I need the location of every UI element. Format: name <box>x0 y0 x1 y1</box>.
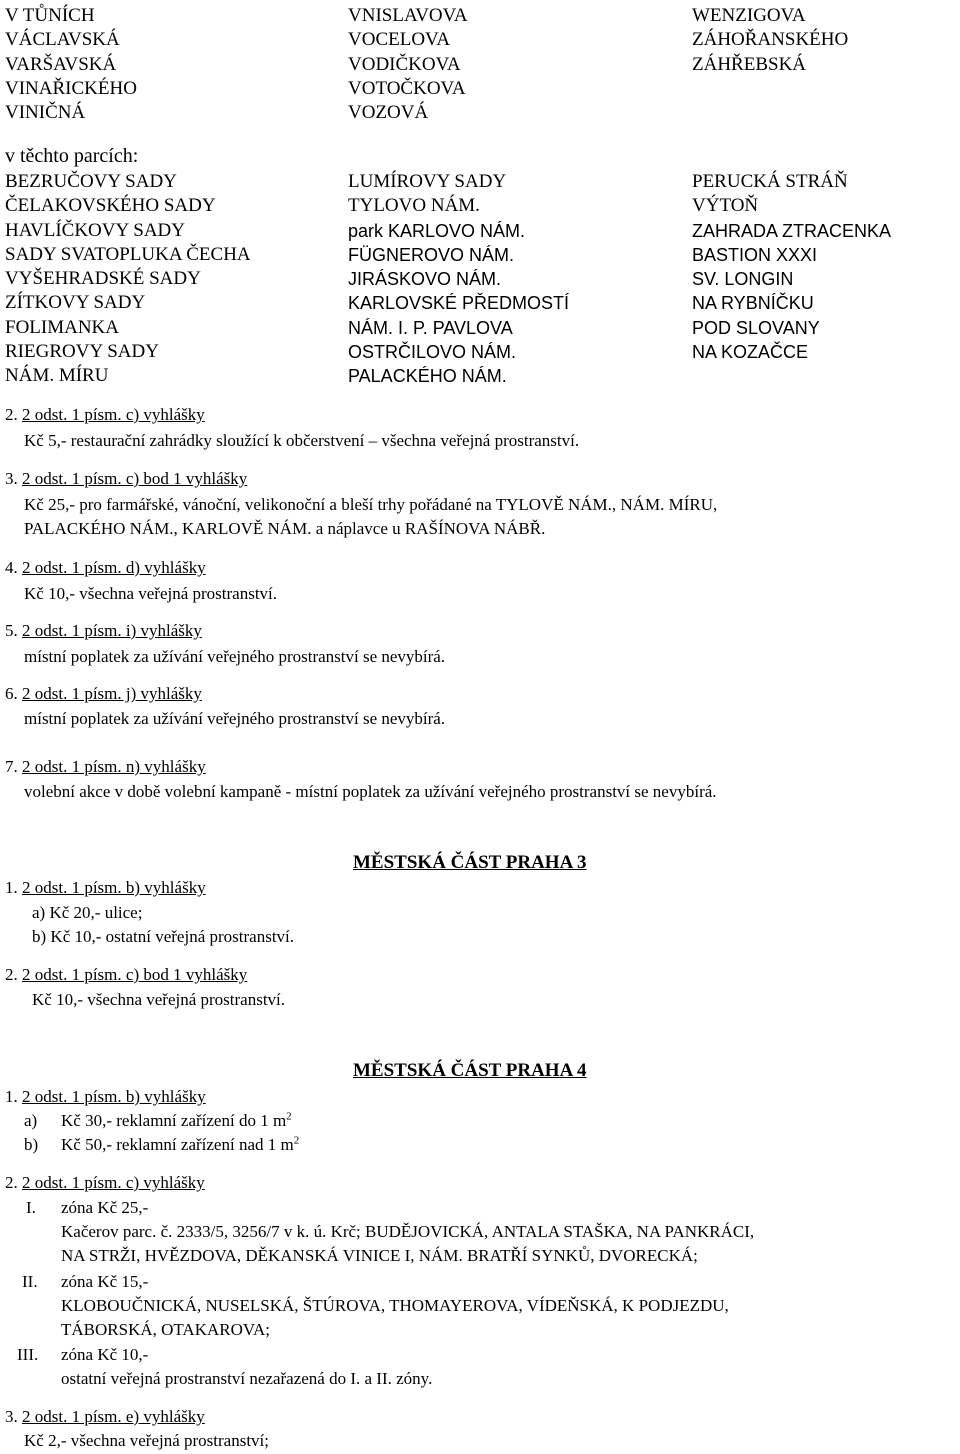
item-number: 4. <box>5 558 18 577</box>
zone-1-title: zóna Kč 25,- <box>61 1198 149 1217</box>
item-number: 6. <box>5 684 18 703</box>
street-name: ZÁHOŘANSKÉHO <box>692 29 849 51</box>
item-7-text: volební akce v době volební kampaně - místní poplatek za užívání veřejného prostranství se nevybírá. <box>24 782 717 801</box>
street-name: VOZOVÁ <box>348 102 429 124</box>
item-6-text: místní poplatek za užívání veřejného prostranství se nevybírá. <box>24 709 446 728</box>
p4-item-1-a <box>61 1109 292 1133</box>
park-list-col2 <box>348 170 569 389</box>
zone-2-line-1: KLOBOUČNICKÁ, NUSELSKÁ, ŠTÚROVA, THOMAYEROVA, VÍDEŇSKÁ, K PODJEZDU, <box>61 1296 729 1315</box>
p4-item-3-text: Kč 2,- všechna veřejná prostranství; <box>24 1431 269 1450</box>
park-name: ČELAKOVSKÉHO SADY <box>5 195 216 217</box>
p3-item-2 <box>5 963 247 987</box>
zone-3-line-1: ostatní veřejná prostranství nezařazená do I. a II. zóny. <box>61 1369 433 1388</box>
street-name: VOCELOVA <box>348 29 451 51</box>
street-name: VODIČKOVA <box>348 53 461 75</box>
item-6 <box>5 682 202 706</box>
park-name: OSTRČILOVO NÁM. <box>348 342 517 363</box>
item-3-text-cont: PALACKÉHO NÁM., KARLOVĚ NÁM. a náplavce u RAŠÍNOVA NÁBŘ. <box>24 519 546 538</box>
park-list-col3 <box>692 170 891 364</box>
park-name: BEZRUČOVY SADY <box>5 171 177 192</box>
park-name: FÜGNEROVO NÁM. <box>348 244 515 265</box>
item-number: 2. <box>5 1173 18 1192</box>
parks-heading: v těchto parcích: <box>5 145 139 167</box>
p3-item-1-a: a) Kč 20,- ulice; <box>32 903 143 922</box>
regulation-reference: 2 odst. 1 písm. b) vyhlášky <box>22 878 206 897</box>
p4-item-3 <box>5 1405 205 1429</box>
park-name: BASTION XXXI <box>692 244 818 265</box>
street-name: VNISLAVOVA <box>348 5 468 26</box>
item-4 <box>5 556 206 580</box>
street-list-col2 <box>348 4 468 125</box>
street-name: VINIČNÁ <box>5 102 86 124</box>
park-name: POD SLOVANY <box>692 317 820 338</box>
regulation-reference: 2 odst. 1 písm. j) vyhlášky <box>22 684 202 703</box>
item-4-text: Kč 10,- všechna veřejná prostranství. <box>24 584 278 603</box>
park-name: KARLOVSKÉ PŘEDMOSTÍ <box>348 293 570 314</box>
street-list-col3 <box>692 4 848 77</box>
p4-item-1 <box>5 1085 206 1109</box>
item-3 <box>5 467 247 491</box>
p3-item-2-text: Kč 10,- všechna veřejná prostranství. <box>32 990 286 1009</box>
p4-item-1-b <box>61 1133 299 1157</box>
street-list-col1 <box>5 4 137 125</box>
street-name: VINAŘICKÉHO <box>5 77 137 99</box>
zone-1-line-2: NA STRŽI, HVĚZDOVA, DĚKANSKÁ VINICE I, NÁM. BRATŘÍ SYNKŮ, DVORECKÁ; <box>61 1246 698 1265</box>
p3-item-1-b: b) Kč 10,- ostatní veřejná prostranství. <box>32 927 295 946</box>
item-2 <box>5 403 205 427</box>
park-list-col1 <box>5 170 251 389</box>
p4-item-1-b-text: Kč 50,- reklamní zařízení nad 1 m <box>61 1135 294 1154</box>
p3-item-1 <box>5 876 206 900</box>
zone-3-title: zóna Kč 10,- <box>61 1345 149 1364</box>
park-name: RIEGROVY SADY <box>5 341 159 363</box>
park-name: VYŠEHRADSKÉ SADY <box>5 268 201 290</box>
regulation-reference: 2 odst. 1 písm. i) vyhlášky <box>22 621 202 640</box>
park-name: FOLIMANKA <box>5 316 119 338</box>
park-name: park KARLOVO NÁM. <box>348 220 526 241</box>
park-name: ZÍTKOVY SADY <box>5 292 146 314</box>
street-name: WENZIGOVA <box>692 5 806 26</box>
p4-item-1-a-label: a) <box>24 1111 38 1130</box>
p4-item-2 <box>5 1171 205 1195</box>
superscript: 2 <box>286 1110 292 1123</box>
item-5 <box>5 619 202 643</box>
park-name: HAVLÍČKOVY SADY <box>5 219 185 241</box>
zone-2-label: II. <box>22 1272 38 1291</box>
item-5-text: místní poplatek za užívání veřejného prostranství se nevybírá. <box>24 647 446 666</box>
park-name: PALACKÉHO NÁM. <box>348 366 507 387</box>
street-name: VOTOČKOVA <box>348 77 466 99</box>
item-3-text: Kč 25,- pro farmářské, vánoční, velikonoční a bleší trhy pořádané na TYLOVĚ NÁM., NÁM. MÍRU, <box>24 495 718 514</box>
street-name: VARŠAVSKÁ <box>5 53 117 75</box>
street-name: ZÁHŘEBSKÁ <box>692 53 807 75</box>
park-name: NÁM. I. P. PAVLOVA <box>348 317 513 338</box>
superscript: 2 <box>293 1134 300 1147</box>
park-name: NA KOZAČCE <box>692 342 809 363</box>
p4-item-1-a-text: Kč 30,- reklamní zařízení do 1 m <box>61 1111 287 1130</box>
item-2-text: Kč 5,- restaurační zahrádky sloužící k občerstvení – všechna veřejná prostranství. <box>24 431 580 450</box>
item-number: 3. <box>5 1407 18 1426</box>
street-name: VÁCLAVSKÁ <box>5 29 120 51</box>
park-name: JIRÁSKOVO NÁM. <box>348 269 502 290</box>
zone-3-label: III. <box>17 1345 39 1364</box>
regulation-reference: 2 odst. 1 písm. c) vyhlášky <box>22 1173 205 1192</box>
park-name: VÝTOŇ <box>692 195 759 217</box>
park-name: SADY SVATOPLUKA ČECHA <box>5 243 251 265</box>
regulation-reference: 2 odst. 1 písm. c) vyhlášky <box>22 405 205 424</box>
section-heading-praha-3: MĚSTSKÁ ČÁST PRAHA 3 <box>353 852 587 873</box>
regulation-reference: 2 odst. 1 písm. e) vyhlášky <box>22 1407 205 1426</box>
item-7 <box>5 755 206 779</box>
park-name: TYLOVO NÁM. <box>348 195 480 217</box>
item-number: 2. <box>5 405 18 424</box>
regulation-reference: 2 odst. 1 písm. b) vyhlášky <box>22 1087 206 1106</box>
zone-1-label: I. <box>26 1198 36 1217</box>
park-name: PERUCKÁ STRÁŇ <box>692 171 848 192</box>
item-number: 1. <box>5 878 18 897</box>
street-name: V TŮNÍCH <box>5 5 95 26</box>
regulation-reference: 2 odst. 1 písm. n) vyhlášky <box>22 757 206 776</box>
park-name: ZAHRADA ZTRACENKA <box>692 220 892 241</box>
item-number: 1. <box>5 1087 18 1106</box>
item-number: 7. <box>5 757 18 776</box>
p4-item-1-b-label: b) <box>24 1135 39 1154</box>
item-number: 3. <box>5 469 18 488</box>
zone-2-line-2: TÁBORSKÁ, OTAKAROVA; <box>61 1320 270 1339</box>
regulation-reference: 2 odst. 1 písm. c) bod 1 vyhlášky <box>22 965 248 984</box>
park-name: SV. LONGIN <box>692 269 794 290</box>
section-heading-praha-4: MĚSTSKÁ ČÁST PRAHA 4 <box>353 1060 587 1081</box>
zone-1-line-1: Kačerov parc. č. 2333/5, 3256/7 v k. ú. Krč; BUDĚJOVICKÁ, ANTALA STAŠKA, NA PANKRÁCI, <box>61 1222 755 1241</box>
park-name: NÁM. MÍRU <box>5 365 109 387</box>
item-number: 2. <box>5 965 18 984</box>
zone-2-title: zóna Kč 15,- <box>61 1272 149 1291</box>
regulation-reference: 2 odst. 1 písm. d) vyhlášky <box>22 558 206 577</box>
regulation-reference: 2 odst. 1 písm. c) bod 1 vyhlášky <box>22 469 248 488</box>
park-name: NA RYBNÍČKU <box>692 293 814 314</box>
park-name: LUMÍROVY SADY <box>348 171 507 192</box>
item-number: 5. <box>5 621 18 640</box>
